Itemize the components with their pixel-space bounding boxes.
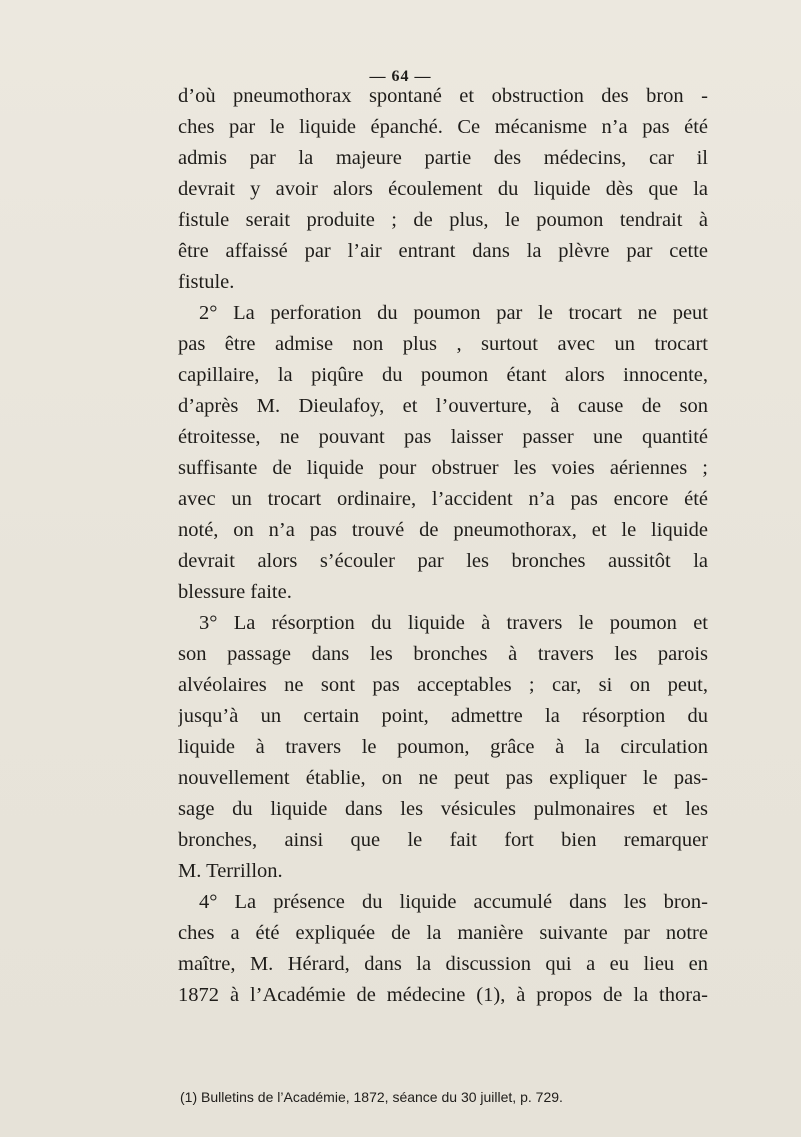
text-line: capillaire, la piqûre du poumon étant alors innocente,	[178, 364, 708, 386]
text-line: fistule.	[178, 271, 235, 293]
text-line: 1872 à l’Académie de médecine (1), à propos de la thora-	[178, 984, 708, 1006]
text-line: 3° La résorption du liquide à travers le poumon et	[199, 612, 708, 634]
text-line: admis par la majeure partie des médecins, car il	[178, 147, 708, 169]
text-line: suffisante de liquide pour obstruer les voies aériennes ;	[178, 457, 708, 479]
text-line: étroitesse, ne pouvant pas laisser passer une quantité	[178, 426, 708, 448]
body-text	[178, 81, 708, 1011]
text-line: blessure faite.	[178, 581, 292, 603]
text-line: nouvellement établie, on ne peut pas expliquer le pas-	[178, 767, 708, 789]
text-line: d’où pneumothorax spontané et obstruction des bron -	[178, 85, 708, 107]
text-line: son passage dans les bronches à travers les parois	[178, 643, 708, 665]
text-line: alvéolaires ne sont pas acceptables ; car, si on peut,	[178, 674, 708, 696]
text-line: ches par le liquide épanché. Ce mécanisme n’a pas été	[178, 116, 708, 138]
text-line: M. Terrillon.	[178, 860, 283, 882]
text-line: 4° La présence du liquide accumulé dans les bron-	[199, 891, 708, 913]
text-line: noté, on n’a pas trouvé de pneumothorax, et le liquide	[178, 519, 708, 541]
page-number: — 64 —	[369, 68, 432, 85]
text-line: sage du liquide dans les vésicules pulmonaires et les	[178, 798, 708, 820]
text-line: devrait y avoir alors écoulement du liquide dès que la	[178, 178, 708, 200]
text-line: fistule serait produite ; de plus, le poumon tendrait à	[178, 209, 708, 231]
text-line: jusqu’à un certain point, admettre la résorption du	[178, 705, 708, 727]
text-line: maître, M. Hérard, dans la discussion qui a eu lieu en	[178, 953, 708, 975]
text-line: devrait alors s’écouler par les bronches aussitôt la	[178, 550, 708, 572]
text-line: d’après M. Dieulafoy, et l’ouverture, à cause de son	[178, 395, 708, 417]
text-line: pas être admise non plus , surtout avec un trocart	[178, 333, 708, 355]
text-line: 2° La perforation du poumon par le trocart ne peut	[199, 302, 708, 324]
text-line: avec un trocart ordinaire, l’accident n’a pas encore été	[178, 488, 708, 510]
footnote: (1) Bulletins de l’Académie, 1872, séance du 30 juillet, p. 729.	[180, 1089, 563, 1105]
text-line: liquide à travers le poumon, grâce à la circulation	[178, 736, 708, 758]
text-line: bronches, ainsi que le fait fort bien remarquer	[178, 829, 708, 851]
text-line: ches a été expliquée de la manière suivante par notre	[178, 922, 708, 944]
text-line: être affaissé par l’air entrant dans la plèvre par cette	[178, 240, 708, 262]
